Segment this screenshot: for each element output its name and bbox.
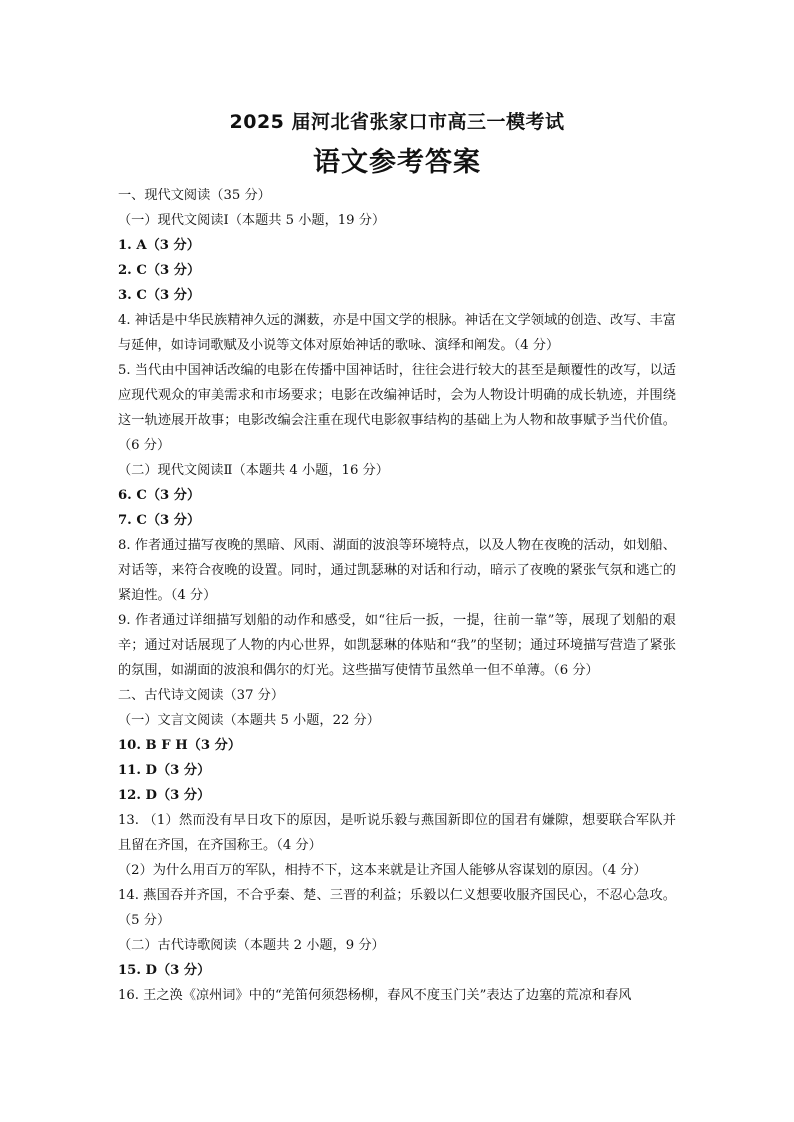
answer-q9: 9. 作者通过详细描写划船的动作和感受，如“往后一扳，一提，往前一靠”等，展现了划船的艰辛；通过对话展现了人物的内心世界，如凯瑟琳的体贴和“我”的坚韧；通过环境描写营造了紧张的氛围，如湖面的波浪和偶尔的灯光。这些描写使情节虽然单一但不单薄。（6 分） xyxy=(118,613,676,678)
answer-q7: 7. C（3 分） xyxy=(118,513,201,528)
answer-q12: 12. D（3 分） xyxy=(118,788,211,803)
subsection-heading-classical-poetry: （二）古代诗歌阅读（本题共 2 小题，9 分） xyxy=(118,938,385,953)
document-title: 语文参考答案 xyxy=(313,147,481,178)
answer-content xyxy=(118,183,676,1008)
answer-q2: 2. C（3 分） xyxy=(118,263,201,278)
answer-q1: 1. A（3 分） xyxy=(118,238,200,253)
subsection-heading-modern-reading-1: （一）现代文阅读Ⅰ（本题共 5 小题，19 分） xyxy=(118,213,386,228)
answer-q8: 8. 作者通过描写夜晚的黑暗、风雨、湖面的波浪等环境特点，以及人物在夜晚的活动，如划船、对话等，来符合夜晚的设置。同时，通过凯瑟琳的对话和行动，暗示了夜晚的紧张气氛和逃亡的紧迫性。（4 分） xyxy=(118,538,676,603)
answer-q5: 5. 当代由中国神话改编的电影在传播中国神话时，往往会进行较大的甚至是颠覆性的改写，以适应现代观众的审美需求和市场要求；电影在改编神话时，会为人物设计明确的成长轨迹，并围绕这一轨迹展开故事；电影改编会注重在现代电影叙事结构的基础上为人物和故事赋予当代价值。（6 分） xyxy=(118,363,676,453)
answer-q11: 11. D（3 分） xyxy=(118,763,211,778)
answer-q13-part1: 13. （1）然而没有早日攻下的原因，是听说乐毅与燕国新即位的国君有嫌隙，想要联合军队并且留在齐国，在齐国称王。（4 分） xyxy=(118,813,676,853)
answer-q15: 15. D（3 分） xyxy=(118,963,211,978)
answer-q6: 6. C（3 分） xyxy=(118,488,201,503)
answer-q4: 4. 神话是中华民族精神久远的渊薮，亦是中国文学的根脉。神话在文学领域的创造、改写、丰富与延伸，如诗词歌赋及小说等文体对原始神话的歌咏、演绎和阐发。（4 分） xyxy=(118,313,676,353)
subsection-heading-classical-prose: （一）文言文阅读（本题共 5 小题，22 分） xyxy=(118,713,380,728)
section-heading-modern-reading: 一、现代文阅读（35 分） xyxy=(118,188,271,203)
answer-q14: 14. 燕国吞并齐国，不合乎秦、楚、三晋的利益；乐毅以仁义想要收服齐国民心，不忍心急攻。（5 分） xyxy=(118,888,676,928)
answer-q13-part2: （2）为什么用百万的军队，相持不下，这本来就是让齐国人能够从容谋划的原因。（4 分） xyxy=(118,863,647,878)
subsection-heading-modern-reading-2: （二）现代文阅读Ⅱ（本题共 4 小题，16 分） xyxy=(118,463,389,478)
answer-q10: 10. B F H（3 分） xyxy=(118,738,242,753)
answer-q16: 16. 王之涣《凉州词》中的“羌笛何须怨杨柳，春风不度玉门关”表达了边塞的荒凉和春风 xyxy=(118,988,632,1003)
section-heading-classical-reading: 二、古代诗文阅读（37 分） xyxy=(118,688,285,703)
exam-title: 2025 届河北省张家口市高三一模考试 xyxy=(229,111,565,133)
answer-q3: 3. C（3 分） xyxy=(118,288,201,303)
